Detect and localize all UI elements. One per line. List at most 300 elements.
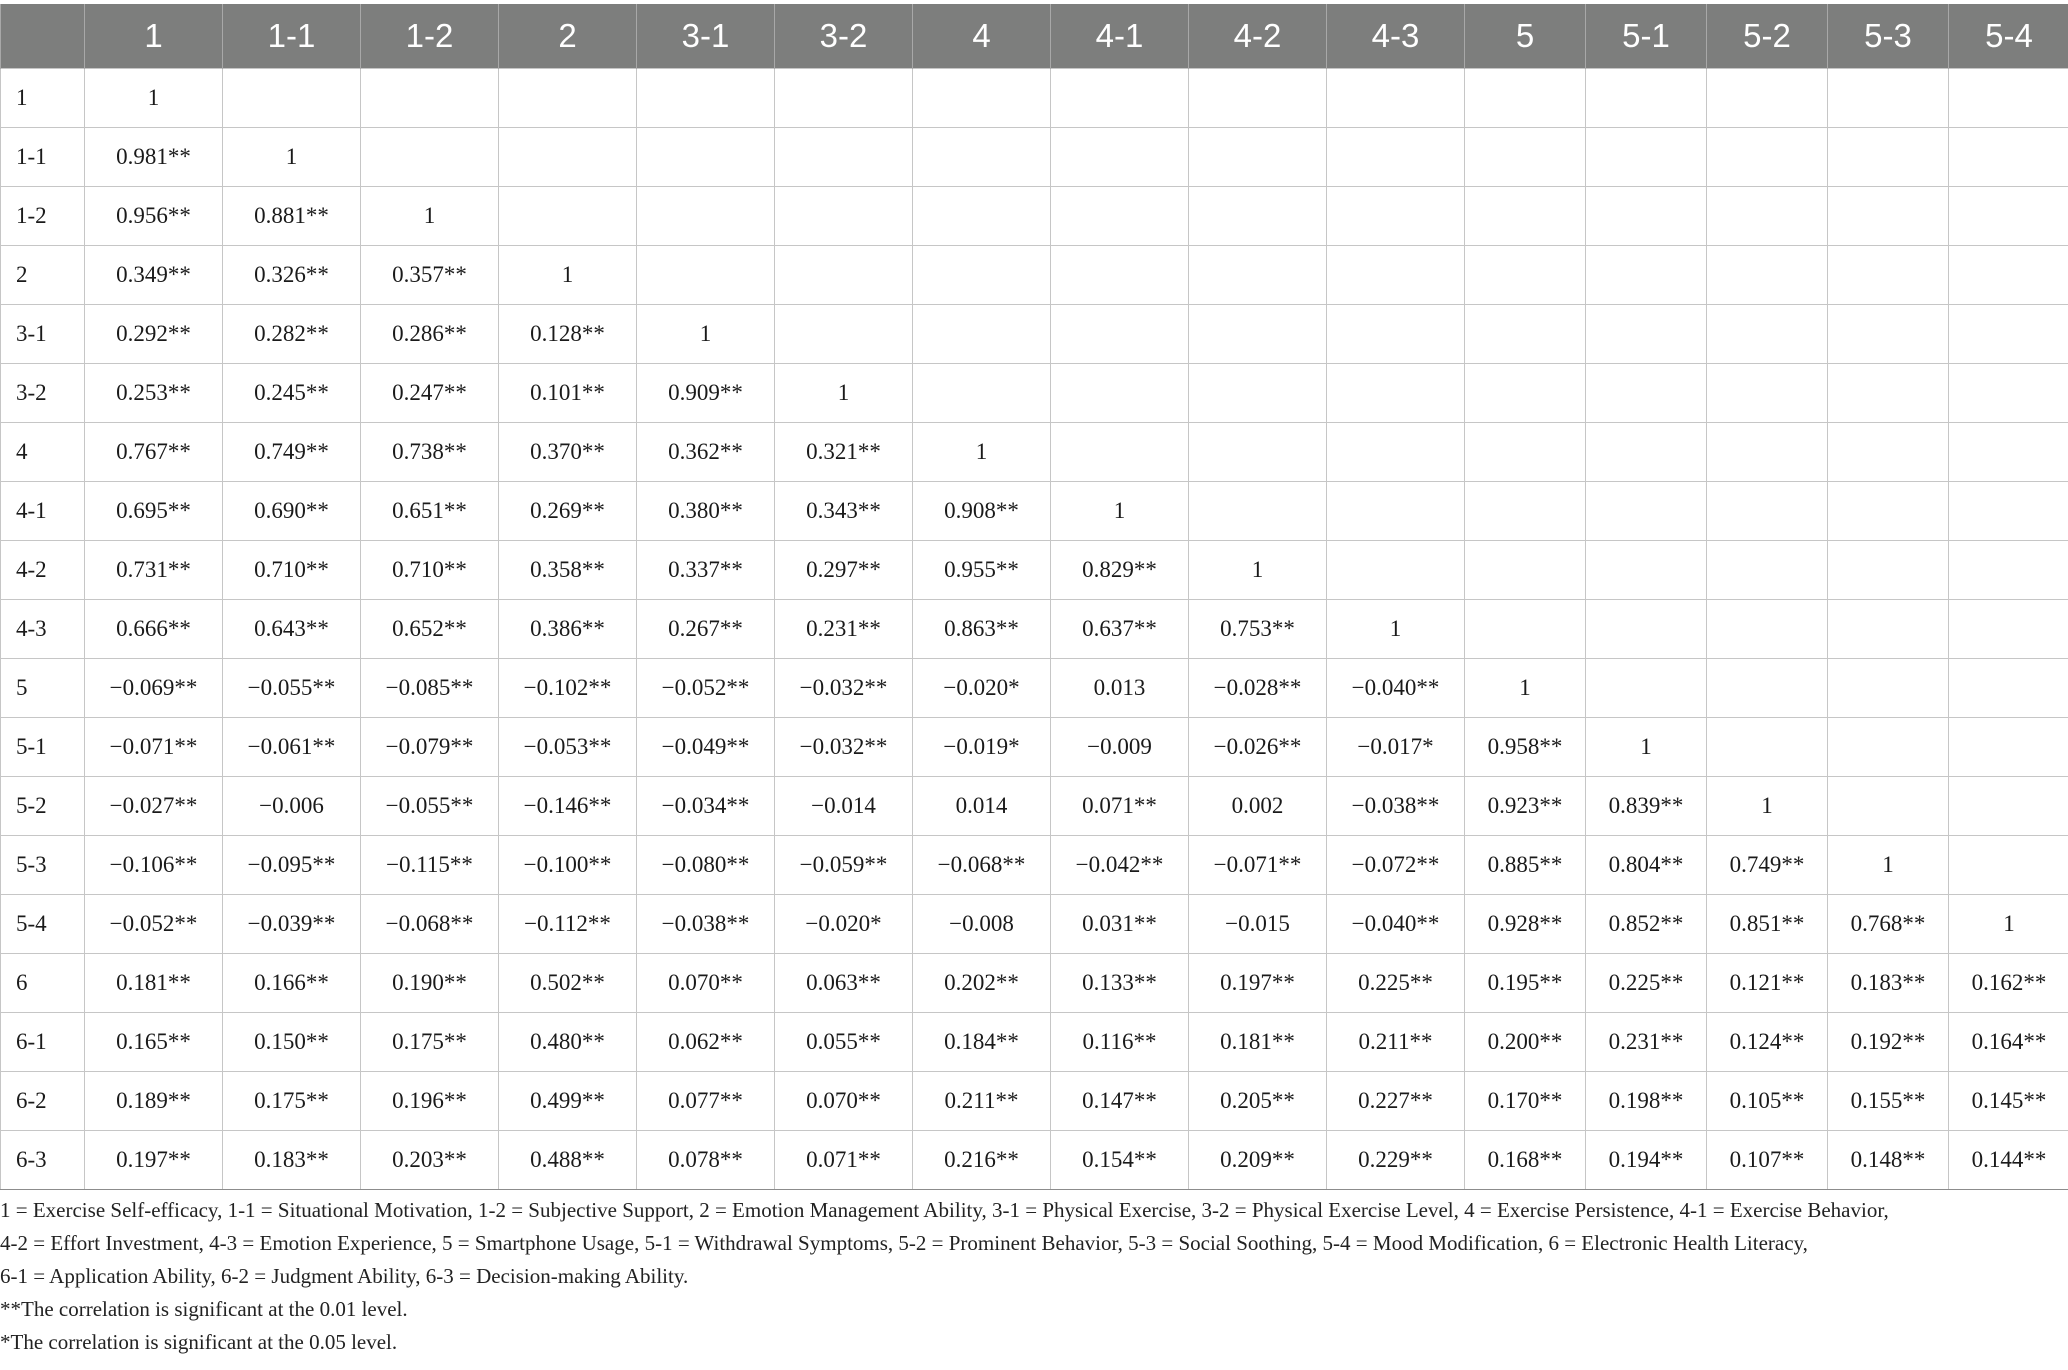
table-cell: −0.115** (361, 836, 499, 895)
table-cell: 0.107** (1707, 1131, 1828, 1190)
column-header: 3-2 (775, 4, 913, 69)
table-cell (1327, 541, 1465, 600)
table-cell (1707, 364, 1828, 423)
table-cell: 0.386** (499, 600, 637, 659)
table-cell: −0.061** (223, 718, 361, 777)
table-cell: 0.071** (1051, 777, 1189, 836)
row-label: 4-3 (1, 600, 85, 659)
table-cell: −0.034** (637, 777, 775, 836)
table-cell: 0.297** (775, 541, 913, 600)
table-cell: 0.337** (637, 541, 775, 600)
table-cell (1327, 423, 1465, 482)
table-cell (1051, 69, 1189, 128)
table-cell: −0.102** (499, 659, 637, 718)
table-cell: 0.031** (1051, 895, 1189, 954)
table-row (1, 364, 2068, 423)
table-cell: 1 (361, 187, 499, 246)
table-cell: 0.643** (223, 600, 361, 659)
table-cell: 0.292** (85, 305, 223, 364)
table-cell: 0.488** (499, 1131, 637, 1190)
table-cell: 1 (775, 364, 913, 423)
row-label: 3-2 (1, 364, 85, 423)
table-cell (223, 69, 361, 128)
table-cell: −0.146** (499, 777, 637, 836)
table-cell: 0.286** (361, 305, 499, 364)
column-header: 3-1 (637, 4, 775, 69)
table-cell: 0.753** (1189, 600, 1327, 659)
table-cell: 0.145** (1949, 1072, 2068, 1131)
table-cell: 1 (223, 128, 361, 187)
table-cell: −0.071** (85, 718, 223, 777)
table-cell: 1 (499, 246, 637, 305)
table-cell: −0.040** (1327, 895, 1465, 954)
table-cell: 0.981** (85, 128, 223, 187)
table-cell (1707, 187, 1828, 246)
table-cell (775, 187, 913, 246)
table-cell (1707, 541, 1828, 600)
table-cell: 0.162** (1949, 954, 2068, 1013)
table-cell (1465, 128, 1586, 187)
table-cell (1828, 364, 1949, 423)
table-cell (1189, 423, 1327, 482)
table-cell (913, 246, 1051, 305)
table-cell: 0.197** (1189, 954, 1327, 1013)
row-label: 4 (1, 423, 85, 482)
table-cell: 0.198** (1586, 1072, 1707, 1131)
table-cell: 0.121** (1707, 954, 1828, 1013)
table-cell: 0.014 (913, 777, 1051, 836)
table-cell: 0.148** (1828, 1131, 1949, 1190)
column-header: 5-3 (1828, 4, 1949, 69)
table-cell: −0.095** (223, 836, 361, 895)
table-cell (1949, 659, 2068, 718)
table-cell: 0.183** (1828, 954, 1949, 1013)
table-cell (1051, 364, 1189, 423)
table-cell: 1 (1327, 600, 1465, 659)
table-cell: 0.958** (1465, 718, 1586, 777)
table-cell: 0.928** (1465, 895, 1586, 954)
table-cell: −0.052** (85, 895, 223, 954)
table-cell: 0.881** (223, 187, 361, 246)
table-cell: 1 (1189, 541, 1327, 600)
table-cell: 0.147** (1051, 1072, 1189, 1131)
table-cell (1586, 600, 1707, 659)
table-cell: 0.194** (1586, 1131, 1707, 1190)
table-cell: 0.101** (499, 364, 637, 423)
table-cell: −0.052** (637, 659, 775, 718)
table-cell: −0.026** (1189, 718, 1327, 777)
table-cell (1327, 246, 1465, 305)
table-cell (1949, 718, 2068, 777)
table-cell (1189, 482, 1327, 541)
table-cell: −0.028** (1189, 659, 1327, 718)
table-row (1, 836, 2068, 895)
table-cell: 0.362** (637, 423, 775, 482)
table-cell (1707, 305, 1828, 364)
table-cell (1051, 423, 1189, 482)
significance-note-005: *The correlation is significant at the 0.05 level. (0, 1330, 398, 1354)
table-cell: 0.071** (775, 1131, 913, 1190)
table-cell (1465, 600, 1586, 659)
table-cell: 0.326** (223, 246, 361, 305)
table-cell: −0.038** (637, 895, 775, 954)
table-cell: 0.002 (1189, 777, 1327, 836)
table-cell: 0.197** (85, 1131, 223, 1190)
table-cell: 0.267** (637, 600, 775, 659)
table-cell (1465, 364, 1586, 423)
table-cell (1586, 541, 1707, 600)
table-cell: 0.200** (1465, 1013, 1586, 1072)
table-cell: 0.209** (1189, 1131, 1327, 1190)
table-footnotes (0, 1194, 2068, 1359)
table-cell: −0.069** (85, 659, 223, 718)
table-cell: −0.014 (775, 777, 913, 836)
table-row (1, 69, 2068, 128)
table-cell: 0.652** (361, 600, 499, 659)
table-cell: 0.195** (1465, 954, 1586, 1013)
table-cell (1707, 659, 1828, 718)
column-header: 1 (85, 4, 223, 69)
table-cell (361, 69, 499, 128)
table-cell: 0.227** (1327, 1072, 1465, 1131)
table-cell: 0.013 (1051, 659, 1189, 718)
table-row (1, 187, 2068, 246)
table-cell: 0.150** (223, 1013, 361, 1072)
row-label: 5-2 (1, 777, 85, 836)
table-cell (1828, 659, 1949, 718)
table-cell (499, 128, 637, 187)
table-cell: 0.370** (499, 423, 637, 482)
table-row (1, 777, 2068, 836)
table-cell: 1 (637, 305, 775, 364)
table-cell (1707, 246, 1828, 305)
table-cell: 0.070** (775, 1072, 913, 1131)
table-cell (361, 128, 499, 187)
table-cell: 0.738** (361, 423, 499, 482)
table-cell: −0.068** (913, 836, 1051, 895)
table-cell: 0.955** (913, 541, 1051, 600)
table-body (1, 69, 2068, 1190)
table-cell: 0.231** (775, 600, 913, 659)
table-cell: 0.170** (1465, 1072, 1586, 1131)
table-row (1, 1072, 2068, 1131)
table-cell: 0.749** (1707, 836, 1828, 895)
table-cell: 0.165** (85, 1013, 223, 1072)
table-cell: −0.112** (499, 895, 637, 954)
table-cell (1949, 541, 2068, 600)
column-header: 4 (913, 4, 1051, 69)
table-cell: 0.666** (85, 600, 223, 659)
table-cell (913, 69, 1051, 128)
table-cell: 0.839** (1586, 777, 1707, 836)
table-cell (1949, 69, 2068, 128)
table-cell (1707, 128, 1828, 187)
table-cell: 0.343** (775, 482, 913, 541)
table-cell (1828, 246, 1949, 305)
table-cell (913, 128, 1051, 187)
table-cell (1949, 482, 2068, 541)
table-cell (1949, 246, 2068, 305)
table-cell (1465, 423, 1586, 482)
table-cell: 0.216** (913, 1131, 1051, 1190)
table-cell: 0.078** (637, 1131, 775, 1190)
correlation-table (0, 4, 2068, 1190)
table-cell (1189, 187, 1327, 246)
table-cell: 0.225** (1586, 954, 1707, 1013)
table-cell (1051, 305, 1189, 364)
table-row (1, 482, 2068, 541)
row-label: 1-2 (1, 187, 85, 246)
table-cell (1189, 364, 1327, 423)
row-label: 6-3 (1, 1131, 85, 1190)
table-cell: −0.038** (1327, 777, 1465, 836)
table-cell (1949, 364, 2068, 423)
table-cell (1828, 305, 1949, 364)
table-cell (1828, 482, 1949, 541)
legend-line: 6-1 = Application Ability, 6-2 = Judgment Ability, 6-3 = Decision-making Ability. (0, 1264, 689, 1288)
table-header-row (1, 4, 2068, 69)
row-label: 6-2 (1, 1072, 85, 1131)
table-cell (1327, 128, 1465, 187)
table-cell (1949, 305, 2068, 364)
table-cell: −0.068** (361, 895, 499, 954)
table-cell: −0.085** (361, 659, 499, 718)
table-cell (1949, 777, 2068, 836)
table-cell: 0.184** (913, 1013, 1051, 1072)
row-label: 3-1 (1, 305, 85, 364)
table-cell: −0.008 (913, 895, 1051, 954)
table-cell: 0.767** (85, 423, 223, 482)
table-cell: 0.480** (499, 1013, 637, 1072)
table-cell: 0.144** (1949, 1131, 2068, 1190)
table-cell: −0.055** (361, 777, 499, 836)
table-cell: 0.164** (1949, 1013, 2068, 1072)
table-cell: 0.885** (1465, 836, 1586, 895)
table-cell: 0.247** (361, 364, 499, 423)
table-cell (499, 69, 637, 128)
table-cell: −0.071** (1189, 836, 1327, 895)
table-cell (1828, 777, 1949, 836)
table-cell: 1 (1051, 482, 1189, 541)
table-cell: −0.072** (1327, 836, 1465, 895)
table-cell: −0.059** (775, 836, 913, 895)
table-cell: 0.166** (223, 954, 361, 1013)
table-cell (1707, 482, 1828, 541)
table-cell: 0.070** (637, 954, 775, 1013)
row-label: 5-1 (1, 718, 85, 777)
table-cell: 0.731** (85, 541, 223, 600)
table-cell (1828, 600, 1949, 659)
table-cell: 0.175** (223, 1072, 361, 1131)
legend-line: 1 = Exercise Self-efficacy, 1-1 = Situational Motivation, 1-2 = Subjective Support, 2 = Emotion Management Ability, 3-1 = Physical Exercise, 3-2 = Physical Exercise Level, 4 = Exercise Persistence, 4-1 = Exercise Behavior, (0, 1198, 1889, 1222)
column-header: 4-3 (1327, 4, 1465, 69)
table-cell: 0.155** (1828, 1072, 1949, 1131)
table-row (1, 954, 2068, 1013)
table-cell: 0.269** (499, 482, 637, 541)
table-cell: −0.106** (85, 836, 223, 895)
column-header: 1-2 (361, 4, 499, 69)
table-cell: 0.829** (1051, 541, 1189, 600)
table-cell: 0.168** (1465, 1131, 1586, 1190)
table-cell: 1 (1828, 836, 1949, 895)
table-row (1, 659, 2068, 718)
table-cell: 0.211** (913, 1072, 1051, 1131)
table-cell (1707, 69, 1828, 128)
table-cell: −0.039** (223, 895, 361, 954)
table-cell (775, 128, 913, 187)
table-row (1, 423, 2068, 482)
table-cell (1465, 541, 1586, 600)
table-cell: 0.851** (1707, 895, 1828, 954)
table-cell (1586, 423, 1707, 482)
table-cell (1465, 246, 1586, 305)
table-cell: 0.321** (775, 423, 913, 482)
table-cell (775, 69, 913, 128)
column-header: 5 (1465, 4, 1586, 69)
table-cell (913, 187, 1051, 246)
table-cell: −0.100** (499, 836, 637, 895)
table-cell: 1 (1465, 659, 1586, 718)
table-cell: 0.205** (1189, 1072, 1327, 1131)
table-cell: 0.128** (499, 305, 637, 364)
table-cell (913, 364, 1051, 423)
table-row (1, 895, 2068, 954)
table-cell: 0.225** (1327, 954, 1465, 1013)
table-cell: 0.357** (361, 246, 499, 305)
table-row (1, 128, 2068, 187)
table-cell (1327, 482, 1465, 541)
row-label: 6 (1, 954, 85, 1013)
row-label: 5-3 (1, 836, 85, 895)
table-cell (1828, 718, 1949, 777)
table-cell: 0.133** (1051, 954, 1189, 1013)
table-cell: 0.380** (637, 482, 775, 541)
table-cell (1828, 423, 1949, 482)
table-cell (1828, 128, 1949, 187)
table-row (1, 718, 2068, 777)
table-cell (1949, 128, 2068, 187)
table-cell: 0.651** (361, 482, 499, 541)
table-cell: −0.079** (361, 718, 499, 777)
row-label: 1 (1, 69, 85, 128)
table-cell: 0.181** (1189, 1013, 1327, 1072)
table-cell (1051, 246, 1189, 305)
table-cell: −0.027** (85, 777, 223, 836)
table-cell: 0.923** (1465, 777, 1586, 836)
table-cell: 1 (913, 423, 1051, 482)
table-cell (1586, 364, 1707, 423)
table-cell: 0.349** (85, 246, 223, 305)
column-header: 5-4 (1949, 4, 2068, 69)
table-cell: 0.077** (637, 1072, 775, 1131)
table-cell: 0.909** (637, 364, 775, 423)
table-cell: −0.053** (499, 718, 637, 777)
table-row (1, 305, 2068, 364)
table-cell (1189, 305, 1327, 364)
table-cell (1586, 482, 1707, 541)
table-row (1, 1013, 2068, 1072)
table-cell (1327, 187, 1465, 246)
correlation-table-container (0, 4, 2068, 1190)
table-cell: 0.196** (361, 1072, 499, 1131)
table-cell (1707, 718, 1828, 777)
table-cell: 0.203** (361, 1131, 499, 1190)
table-cell: −0.040** (1327, 659, 1465, 718)
table-cell (1327, 364, 1465, 423)
table-cell: 0.245** (223, 364, 361, 423)
table-cell: −0.020* (775, 895, 913, 954)
table-cell: −0.032** (775, 718, 913, 777)
table-cell (1586, 69, 1707, 128)
table-cell (637, 128, 775, 187)
row-label: 6-1 (1, 1013, 85, 1072)
table-cell (1828, 187, 1949, 246)
table-cell (913, 305, 1051, 364)
table-cell (1051, 128, 1189, 187)
table-cell (1189, 246, 1327, 305)
column-header: 4-2 (1189, 4, 1327, 69)
table-cell (637, 187, 775, 246)
table-cell (1828, 69, 1949, 128)
table-cell: −0.019* (913, 718, 1051, 777)
table-cell: 0.908** (913, 482, 1051, 541)
table-cell: 0.852** (1586, 895, 1707, 954)
table-cell: 0.181** (85, 954, 223, 1013)
table-cell: 0.063** (775, 954, 913, 1013)
legend-line: 4-2 = Effort Investment, 4-3 = Emotion Experience, 5 = Smartphone Usage, 5-1 = Withdrawal Symptoms, 5-2 = Prominent Behavior, 5-3 = Social Soothing, 5-4 = Mood Modification, 6 = Electronic Health Literacy, (0, 1231, 1808, 1255)
table-cell (1586, 305, 1707, 364)
header-corner-cell (1, 4, 85, 69)
table-cell: 0.055** (775, 1013, 913, 1072)
table-cell (1586, 246, 1707, 305)
table-cell: 0.690** (223, 482, 361, 541)
table-row (1, 541, 2068, 600)
table-cell (1465, 69, 1586, 128)
significance-note-001: **The correlation is significant at the 0.01 level. (0, 1297, 408, 1321)
table-cell: −0.080** (637, 836, 775, 895)
table-cell: 0.062** (637, 1013, 775, 1072)
row-label: 4-2 (1, 541, 85, 600)
table-cell (499, 187, 637, 246)
table-cell (1707, 423, 1828, 482)
table-cell (1189, 128, 1327, 187)
table-cell: 0.282** (223, 305, 361, 364)
table-cell: 0.231** (1586, 1013, 1707, 1072)
table-cell: −0.015 (1189, 895, 1327, 954)
table-cell (775, 246, 913, 305)
table-cell: 1 (85, 69, 223, 128)
column-header: 5-2 (1707, 4, 1828, 69)
column-header: 5-1 (1586, 4, 1707, 69)
table-cell (775, 305, 913, 364)
table-cell (1707, 600, 1828, 659)
table-cell: −0.006 (223, 777, 361, 836)
table-cell: 0.499** (499, 1072, 637, 1131)
table-cell: 0.202** (913, 954, 1051, 1013)
table-cell: 0.863** (913, 600, 1051, 659)
table-cell: −0.020* (913, 659, 1051, 718)
table-cell: 0.229** (1327, 1131, 1465, 1190)
table-cell: −0.009 (1051, 718, 1189, 777)
column-header: 2 (499, 4, 637, 69)
table-cell (1586, 187, 1707, 246)
table-cell: 0.211** (1327, 1013, 1465, 1072)
table-cell: 0.502** (499, 954, 637, 1013)
table-cell: 0.192** (1828, 1013, 1949, 1072)
table-cell (1465, 305, 1586, 364)
table-cell (1465, 187, 1586, 246)
row-label: 1-1 (1, 128, 85, 187)
